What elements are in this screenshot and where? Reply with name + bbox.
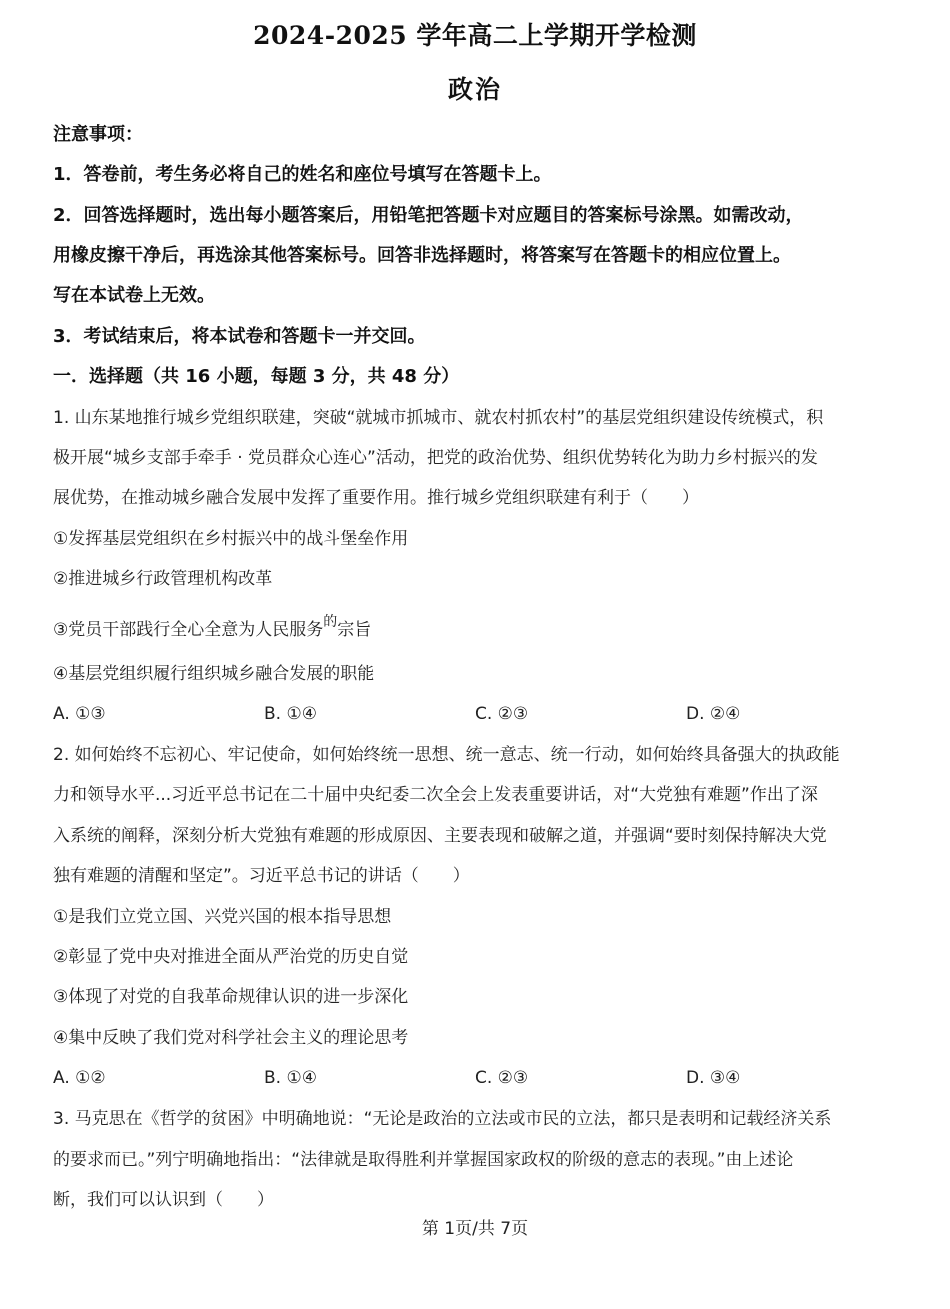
section-heading: 一．选择题（共 16 小题，每题 3 分，共 48 分） xyxy=(53,366,460,387)
q1-stem-line-3: 展优势，在推动城乡融合发展中发挥了重要作用。推行城乡党组织联建有利于（ ） xyxy=(53,488,699,508)
q2-choice-b: B. ①④ xyxy=(264,1068,317,1088)
exam-title: 2024-2025 学年高二上学期开学检测 xyxy=(253,21,697,50)
q2-option-1: ①是我们立党立国、兴党兴国的根本指导思想 xyxy=(53,907,392,927)
q1-option-4: ④基层党组织履行组织城乡融合发展的职能 xyxy=(53,664,375,684)
q2-option-3: ③体现了对党的自我革命规律认识的进一步深化 xyxy=(53,987,409,1007)
q1-choice-c: C. ②③ xyxy=(475,704,529,724)
q3-stem-line-2: 的要求而已。”列宁明确地指出：“法律就是取得胜利并掌握国家政权的阶级的意志的表现。”由上述论 xyxy=(53,1150,794,1170)
q1-option-2: ②推进城乡行政管理机构改革 xyxy=(53,569,273,589)
q1-option-3 xyxy=(53,615,371,646)
q2-choice-d: D. ③④ xyxy=(686,1068,741,1088)
q1-stem-line-1: 1. 山东某地推行城乡党组织联建，突破“就城市抓城市、就农村抓农村”的基层党组织建设传统模式，积 xyxy=(53,408,824,428)
q2-choice-c: C. ②③ xyxy=(475,1068,529,1088)
notice-item-3: 3．考试结束后，将本试卷和答题卡一并交回。 xyxy=(53,326,426,347)
q1-stem-line-2: 极开展“城乡支部手牵手 · 党员群众心连心”活动，把党的政治优势、组织优势转化为助力乡村振兴的发 xyxy=(53,448,818,468)
q2-option-2: ②彰显了党中央对推进全面从严治党的历史自觉 xyxy=(53,947,409,967)
q1-option-1: ①发挥基层党组织在乡村振兴中的战斗堡垒作用 xyxy=(53,529,409,549)
q2-stem-line-2: 力和领导水平...习近平总书记在二十届中央纪委二次全会上发表重要讲话，对“大党独有难题”作出了深 xyxy=(53,785,818,805)
q1-option-3-text-a: ③党员干部践行全心全意为人民服务 xyxy=(53,620,324,640)
q1-choice-a: A. ①③ xyxy=(53,704,106,724)
q3-stem-line-3: 断，我们可以认识到（ ） xyxy=(53,1190,274,1210)
q2-stem-line-3: 入系统的阐释，深刻分析大党独有难题的形成原因、主要表现和破解之道，并强调“要时刻保持解决大党 xyxy=(53,826,827,846)
q2-choice-a: A. ①② xyxy=(53,1068,106,1088)
q1-choice-b: B. ①④ xyxy=(264,704,317,724)
page-number: 第 1页/共 7页 xyxy=(421,1219,529,1239)
notice-heading: 注意事项： xyxy=(53,124,143,145)
q2-option-4: ④集中反映了我们党对科学社会主义的理论思考 xyxy=(53,1028,409,1048)
notice-item-1: 1．答卷前，考生务必将自己的姓名和座位号填写在答题卡上。 xyxy=(53,164,552,185)
notice-item-2-line-1: 2．回答选择题时，选出每小题答案后，用铅笔把答题卡对应题目的答案标号涂黑。如需改动， xyxy=(53,205,804,226)
notice-item-2-line-3: 写在本试卷上无效。 xyxy=(53,285,215,306)
q1-option-3-superscript: 的 xyxy=(323,614,338,630)
q1-choice-d: D. ②④ xyxy=(686,704,741,724)
notice-item-2-line-2: 用橡皮擦干净后，再选涂其他答案标号。回答非选择题时，将答案写在答题卡的相应位置上。 xyxy=(53,245,791,266)
q1-option-3-text-b: 宗旨 xyxy=(337,620,372,640)
q2-stem-line-4: 独有难题的清醒和坚定”。习近平总书记的讲话（ ） xyxy=(53,866,470,886)
q2-stem-line-1: 2. 如何始终不忘初心、牢记使命，如何始终统一思想、统一意志、统一行动，如何始终具备强大的执政能 xyxy=(53,745,840,765)
subject-title: 政治 xyxy=(447,75,502,104)
q3-stem-line-1: 3. 马克思在《哲学的贫困》中明确地说：“无论是政治的立法或市民的立法，都只是表明和记载经济关系 xyxy=(53,1109,832,1129)
